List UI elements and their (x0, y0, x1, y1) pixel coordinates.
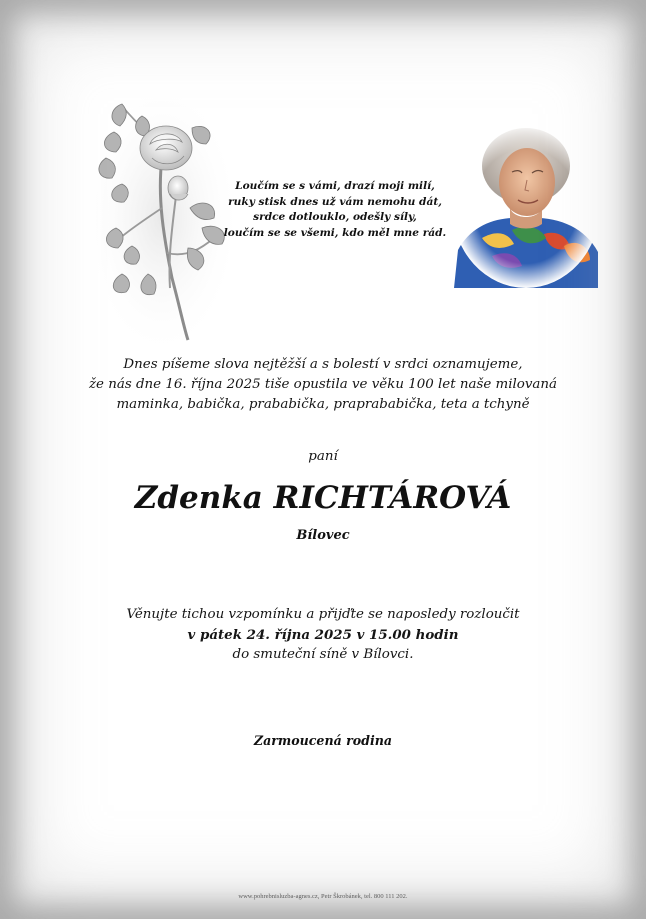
hometown: Bílovec (296, 528, 350, 543)
announcement-line: maminka, babička, prababička, praprababička, teta a tchyně (116, 397, 530, 412)
announcement-line: že nás dne 16. října 2025 tiše opustila ve věku 100 let naše milovaná (89, 377, 557, 392)
honorific: paní (308, 449, 338, 464)
funeral-date-time: v pátek 24. října 2025 v 15.00 hodin (187, 627, 459, 643)
funeral-invitation (60, 605, 586, 665)
signature: Zarmoucená rodina (253, 733, 393, 748)
poem-line: loučím se se všemi, kdo měl mne rád. (223, 226, 447, 239)
footer-contact: www.pohrebnisluzba-agnes.cz, Petr Škrobánek, tel. 800 111 202. (238, 893, 408, 900)
announcement-text (60, 355, 586, 415)
deceased-name: Zdenka RICHTÁROVÁ (134, 480, 512, 516)
invitation-line: Věnujte tichou vzpomínku a přijďte se naposledy rozloučit (126, 607, 520, 622)
portrait-photo (452, 120, 600, 288)
poem-line: srdce dotlouklo, odešly síly, (253, 211, 417, 223)
invitation-location: do smuteční síně v Bílovci. (232, 647, 414, 662)
poem-line: Loučím se s vámi, drazí moji milí, (235, 180, 435, 192)
announcement-line: Dnes píšeme slova nejtěžší a s bolestí v srdci oznamujeme, (123, 357, 523, 372)
poem-line: ruky stisk dnes už vám nemohu dát, (228, 195, 442, 208)
farewell-poem (210, 179, 460, 241)
